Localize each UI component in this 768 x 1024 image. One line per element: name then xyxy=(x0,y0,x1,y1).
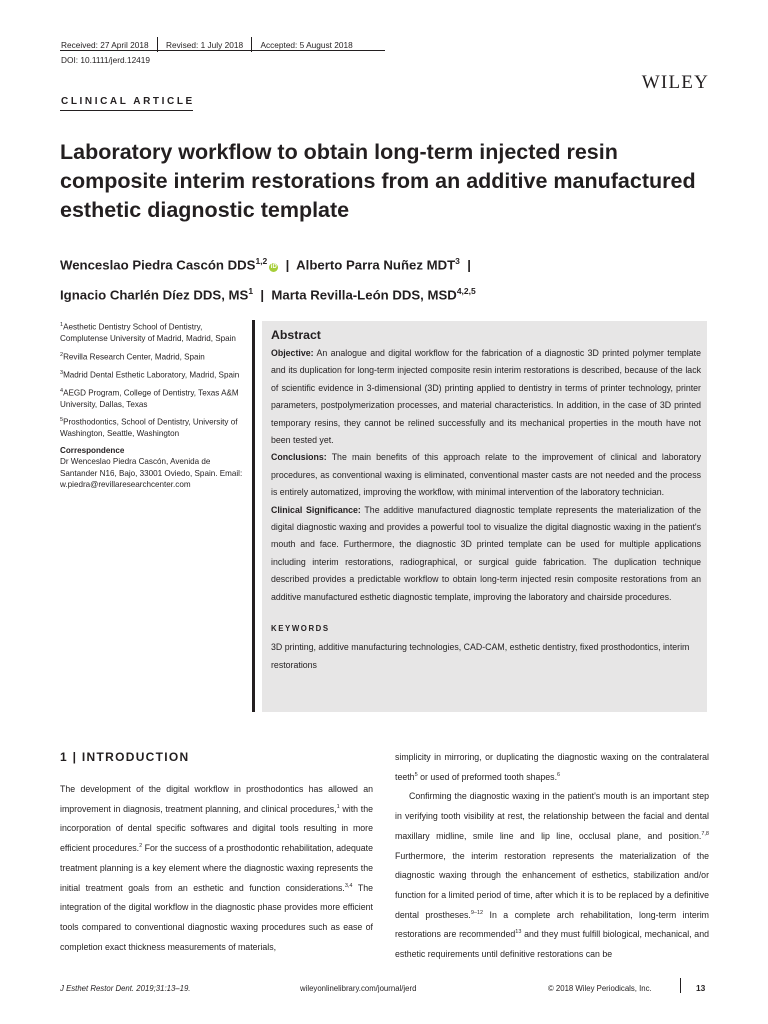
abstract-label: Objective: xyxy=(271,348,314,358)
abstract-content xyxy=(271,327,701,674)
author-name[interactable]: Wenceslao Piedra Cascón DDS xyxy=(60,257,256,273)
text-run: The development of the digital workflow in prosthodontics has allowed an improvement in diagnosis, treatment planning, and clinical procedures, xyxy=(60,784,373,814)
keywords: 3D printing, additive manufacturing technologies, CAD-CAM, esthetic dentistry, fixed prosthodontics, interim restorations xyxy=(271,642,690,670)
footer-journal: J Esthet Restor Dent. 2019;31:13–19. xyxy=(60,984,191,993)
citation[interactable]: 9–12 xyxy=(470,909,484,916)
header-rule xyxy=(60,50,385,51)
footer-divider xyxy=(680,978,681,993)
text-run: Confirming the diagnostic waxing in the patient's mouth is an important step in verifying tooth visibility at rest, the relationship between the facial and dental maxillary midline, smile line and lip line, occlusal plane, and position. xyxy=(395,791,709,841)
page-number: 13 xyxy=(696,983,706,993)
received-date: Received: 27 April 2018 xyxy=(61,39,149,50)
accepted-date: Accepted: 5 August 2018 xyxy=(260,39,353,50)
author-line-1 xyxy=(60,248,740,278)
affiliation-sup: 3 xyxy=(60,369,64,376)
citation[interactable]: 13 xyxy=(515,929,522,936)
citation[interactable]: 3,4 xyxy=(344,882,353,889)
text-run: and they must fulfill biological, mechanical, and esthetic requirements until definitive restorations can be xyxy=(395,929,709,960)
text-run: For the success of a prosthodontic rehabilitation, adequate treatment planning is a key element where the diagnostic waxing represents the initial treatment goals from an esthetic and function considerations. xyxy=(60,843,373,893)
affiliation-sup: 5 xyxy=(60,417,64,424)
text-run: with the incorporation of dental specific softwares and digital tools resulting in more efficient procedures. xyxy=(60,803,374,854)
text-run: Furthermore, the interim restoration represents the materialization of the diagnostic waxing through the enhancement of esthetics, stabilization and/or function for a limited period of time, after which it is to be replaced by a definitive dental prostheses. xyxy=(395,850,709,920)
article-title: Laboratory workflow to obtain long-term injected resin composite interim restorations from an additive manufactured esthetic diagnostic template xyxy=(60,140,696,222)
affiliation xyxy=(60,386,250,411)
affiliation-sup: 4 xyxy=(60,387,64,394)
author-affil-sup: 1 xyxy=(248,286,254,297)
citation[interactable]: 2 xyxy=(139,843,143,850)
abstract-label: Clinical Significance: xyxy=(271,504,361,515)
paragraph xyxy=(60,780,373,957)
footer-url[interactable]: wileyonlinelibrary.com/journal/jerd xyxy=(300,984,417,993)
author-affil-sup: 1,2 xyxy=(255,256,268,266)
paragraph xyxy=(395,787,709,964)
affiliation-text: Prosthodontics, School of Dentistry, University of Washington, Seattle, Washington xyxy=(60,417,238,439)
affiliation xyxy=(60,320,250,345)
abstract-conclusions xyxy=(271,449,701,501)
text-run: or used of preformed tooth shapes. xyxy=(417,771,558,782)
body-column-right xyxy=(395,748,709,965)
author-separator: | xyxy=(285,257,290,273)
paragraph xyxy=(395,748,709,787)
abstract-rule xyxy=(252,320,255,712)
author-name[interactable]: Alberto Parra Nuñez MDT xyxy=(296,257,456,273)
author-separator: | xyxy=(467,257,471,273)
section-underline xyxy=(60,110,193,111)
abstract-text: An analogue and digital workflow for the fabrication of a diagnostic 3D printed polymer template and its duplication for long-term injected composite resin interim restorations is described, because of the lack of scientific evidence in 3-dimensional (3D) printing applied to dentistry in terms of printer technology, printer parameters, postpolymerization processes, and material characteristics. In addition, in the case of 3D printed temporary resins, they cannot be relined successfully and its mechanical properties in the mouth have not been tested yet. xyxy=(271,348,701,446)
doi[interactable]: DOI: 10.1111/jerd.12419 xyxy=(61,55,151,65)
text-run: simplicity in mirroring, or duplicating the diagnostic waxing on the contralateral teeth xyxy=(395,752,709,782)
author-name[interactable]: Marta Revilla-León DDS, MSD xyxy=(271,287,457,303)
affiliation xyxy=(60,368,250,381)
affiliation xyxy=(60,350,250,363)
correspondence-heading: Correspondence xyxy=(60,445,125,455)
keywords-heading: KEYWORDS xyxy=(271,624,330,634)
author-name[interactable]: Ignacio Charlén Díez DDS, MS xyxy=(60,287,249,303)
author-separator: | xyxy=(260,287,265,303)
affiliation-sup: 2 xyxy=(60,351,64,358)
citation[interactable]: 6 xyxy=(557,771,561,778)
section-heading: 1 | INTRODUCTION xyxy=(60,750,190,764)
text-run: In a complete arch rehabilitation, long-term interim restorations are recommended xyxy=(395,909,709,940)
abstract-box xyxy=(262,321,707,712)
affiliation xyxy=(60,415,250,440)
citation[interactable]: 7,8 xyxy=(701,830,709,837)
section-label: CLINICAL ARTICLE xyxy=(61,96,195,107)
affiliation-sup: 1 xyxy=(60,322,64,328)
affiliation-text: Revilla Research Center, Madrid, Spain xyxy=(63,352,205,362)
publisher-logo: WILEY xyxy=(641,72,709,93)
abstract-text: The additive manufactured diagnostic template represents the materialization of the digital diagnostic waxing and provides a powerful tool to visualize the digital diagnostic waxing in the patient's mouth and face. Furthermore, the diagnostic 3D printed template can be used for multiple applications including interim restorations, radiographical, or surgical guide fabrication. The duplication technique described provides a predictable workflow to obtain long-term injected resin composite restorations from an additive manufactured esthetic diagnostic template, improving the laboratory and chairside procedures. xyxy=(271,504,701,602)
citation[interactable]: 1 xyxy=(336,803,340,810)
footer-copyright: © 2018 Wiley Periodicals, Inc. xyxy=(548,984,652,993)
correspondence-text: Dr Wenceslao Piedra Cascón, Avenida de Santander N16, Bajo, 33001 Oviedo, Spain. Email: w.piedra@revillaresearchcenter.com xyxy=(60,457,243,489)
revised-date: Revised: 1 July 2018 xyxy=(166,39,244,50)
body-column-left xyxy=(60,780,373,957)
abstract-objective xyxy=(271,345,701,449)
affiliations xyxy=(60,320,250,490)
author-line-2 xyxy=(60,278,740,308)
text-run: The integration of the digital workflow in the diagnostic phase provides more efficient tools compared to conventional diagnostic waxing procedures such as ease of completion exact thickness measurements of materials, xyxy=(60,882,373,952)
orcid-icon[interactable]: iD xyxy=(270,264,277,271)
author-list xyxy=(60,248,740,309)
author-affil-sup: 4,2,5 xyxy=(456,286,476,297)
affiliation-text: AEGD Program, College of Dentistry, Texas A&M University, Dallas, Texas xyxy=(60,388,239,409)
abstract-heading: Abstract xyxy=(271,328,321,342)
affiliation-text: Aesthetic Dentistry School of Dentistry, Complutense University of Madrid, Madrid, Spain xyxy=(60,322,236,344)
citation[interactable]: 5 xyxy=(414,771,418,778)
affiliation-text: Madrid Dental Esthetic Laboratory, Madrid, Spain xyxy=(63,370,240,380)
author-affil-sup: 3 xyxy=(455,256,460,266)
abstract-label: Conclusions: xyxy=(271,452,327,463)
abstract-significance xyxy=(271,502,701,606)
abstract-text: The main benefits of this approach relate to the improvement of clinical and laboratory procedures, as conventional waxing is eliminated, conventional master casts are not needed and the process is entirely automatized, improving the workflow, with minimal intervention of the laboratory technician. xyxy=(271,452,701,498)
